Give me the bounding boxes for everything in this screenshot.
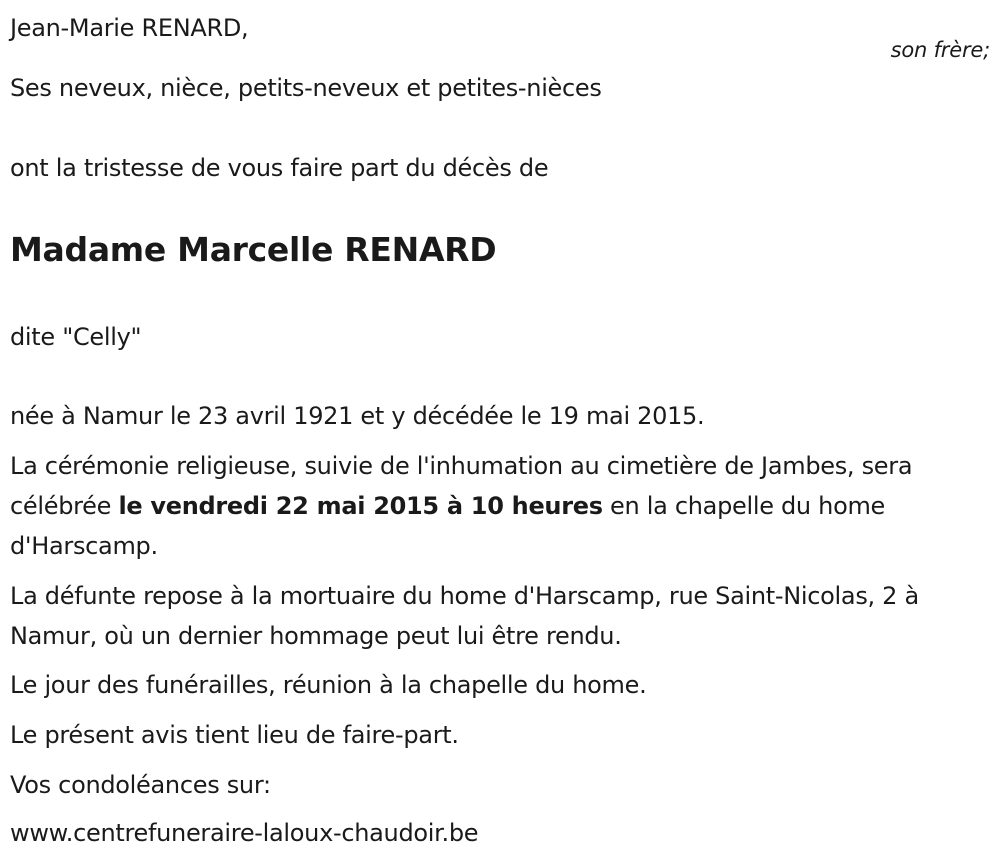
condolences-label: Vos condoléances sur: bbox=[10, 771, 271, 799]
ceremony-text-after: en la chapelle du home d'Harscamp. bbox=[10, 492, 886, 560]
deceased-name: Madame Marcelle RENARD bbox=[10, 230, 497, 269]
nickname-line: dite "Celly" bbox=[10, 323, 142, 351]
ceremony-text-before: La cérémonie religieuse, suivie de l'inhumation au cimetière de Jambes, sera célébrée bbox=[10, 452, 913, 520]
family-relation: son frère; bbox=[890, 38, 990, 62]
announcement-line: ont la tristesse de vous faire part du décès de bbox=[10, 154, 549, 182]
reunion-line: Le jour des funérailles, réunion à la chapelle du home. bbox=[10, 671, 647, 699]
ceremony-paragraph bbox=[10, 446, 985, 566]
relatives-line: Ses neveux, nièce, petits-neveux et petites-nièces bbox=[10, 74, 602, 102]
condolences-link[interactable]: www.centrefuneraire-laloux-chaudoir.be bbox=[10, 819, 479, 847]
notice-note-line: Le présent avis tient lieu de faire-part. bbox=[10, 721, 459, 749]
ceremony-date-time: le vendredi 22 mai 2015 à 10 heures bbox=[118, 492, 603, 520]
rest-place-paragraph: La défunte repose à la mortuaire du home d'Harscamp, rue Saint-Nicolas, 2 à Namur, où un dernier hommage peut lui être rendu. bbox=[10, 582, 919, 650]
birth-death-line: née à Namur le 23 avril 1921 et y décédée le 19 mai 2015. bbox=[10, 402, 705, 430]
family-member-line: Jean-Marie RENARD, bbox=[10, 14, 249, 42]
